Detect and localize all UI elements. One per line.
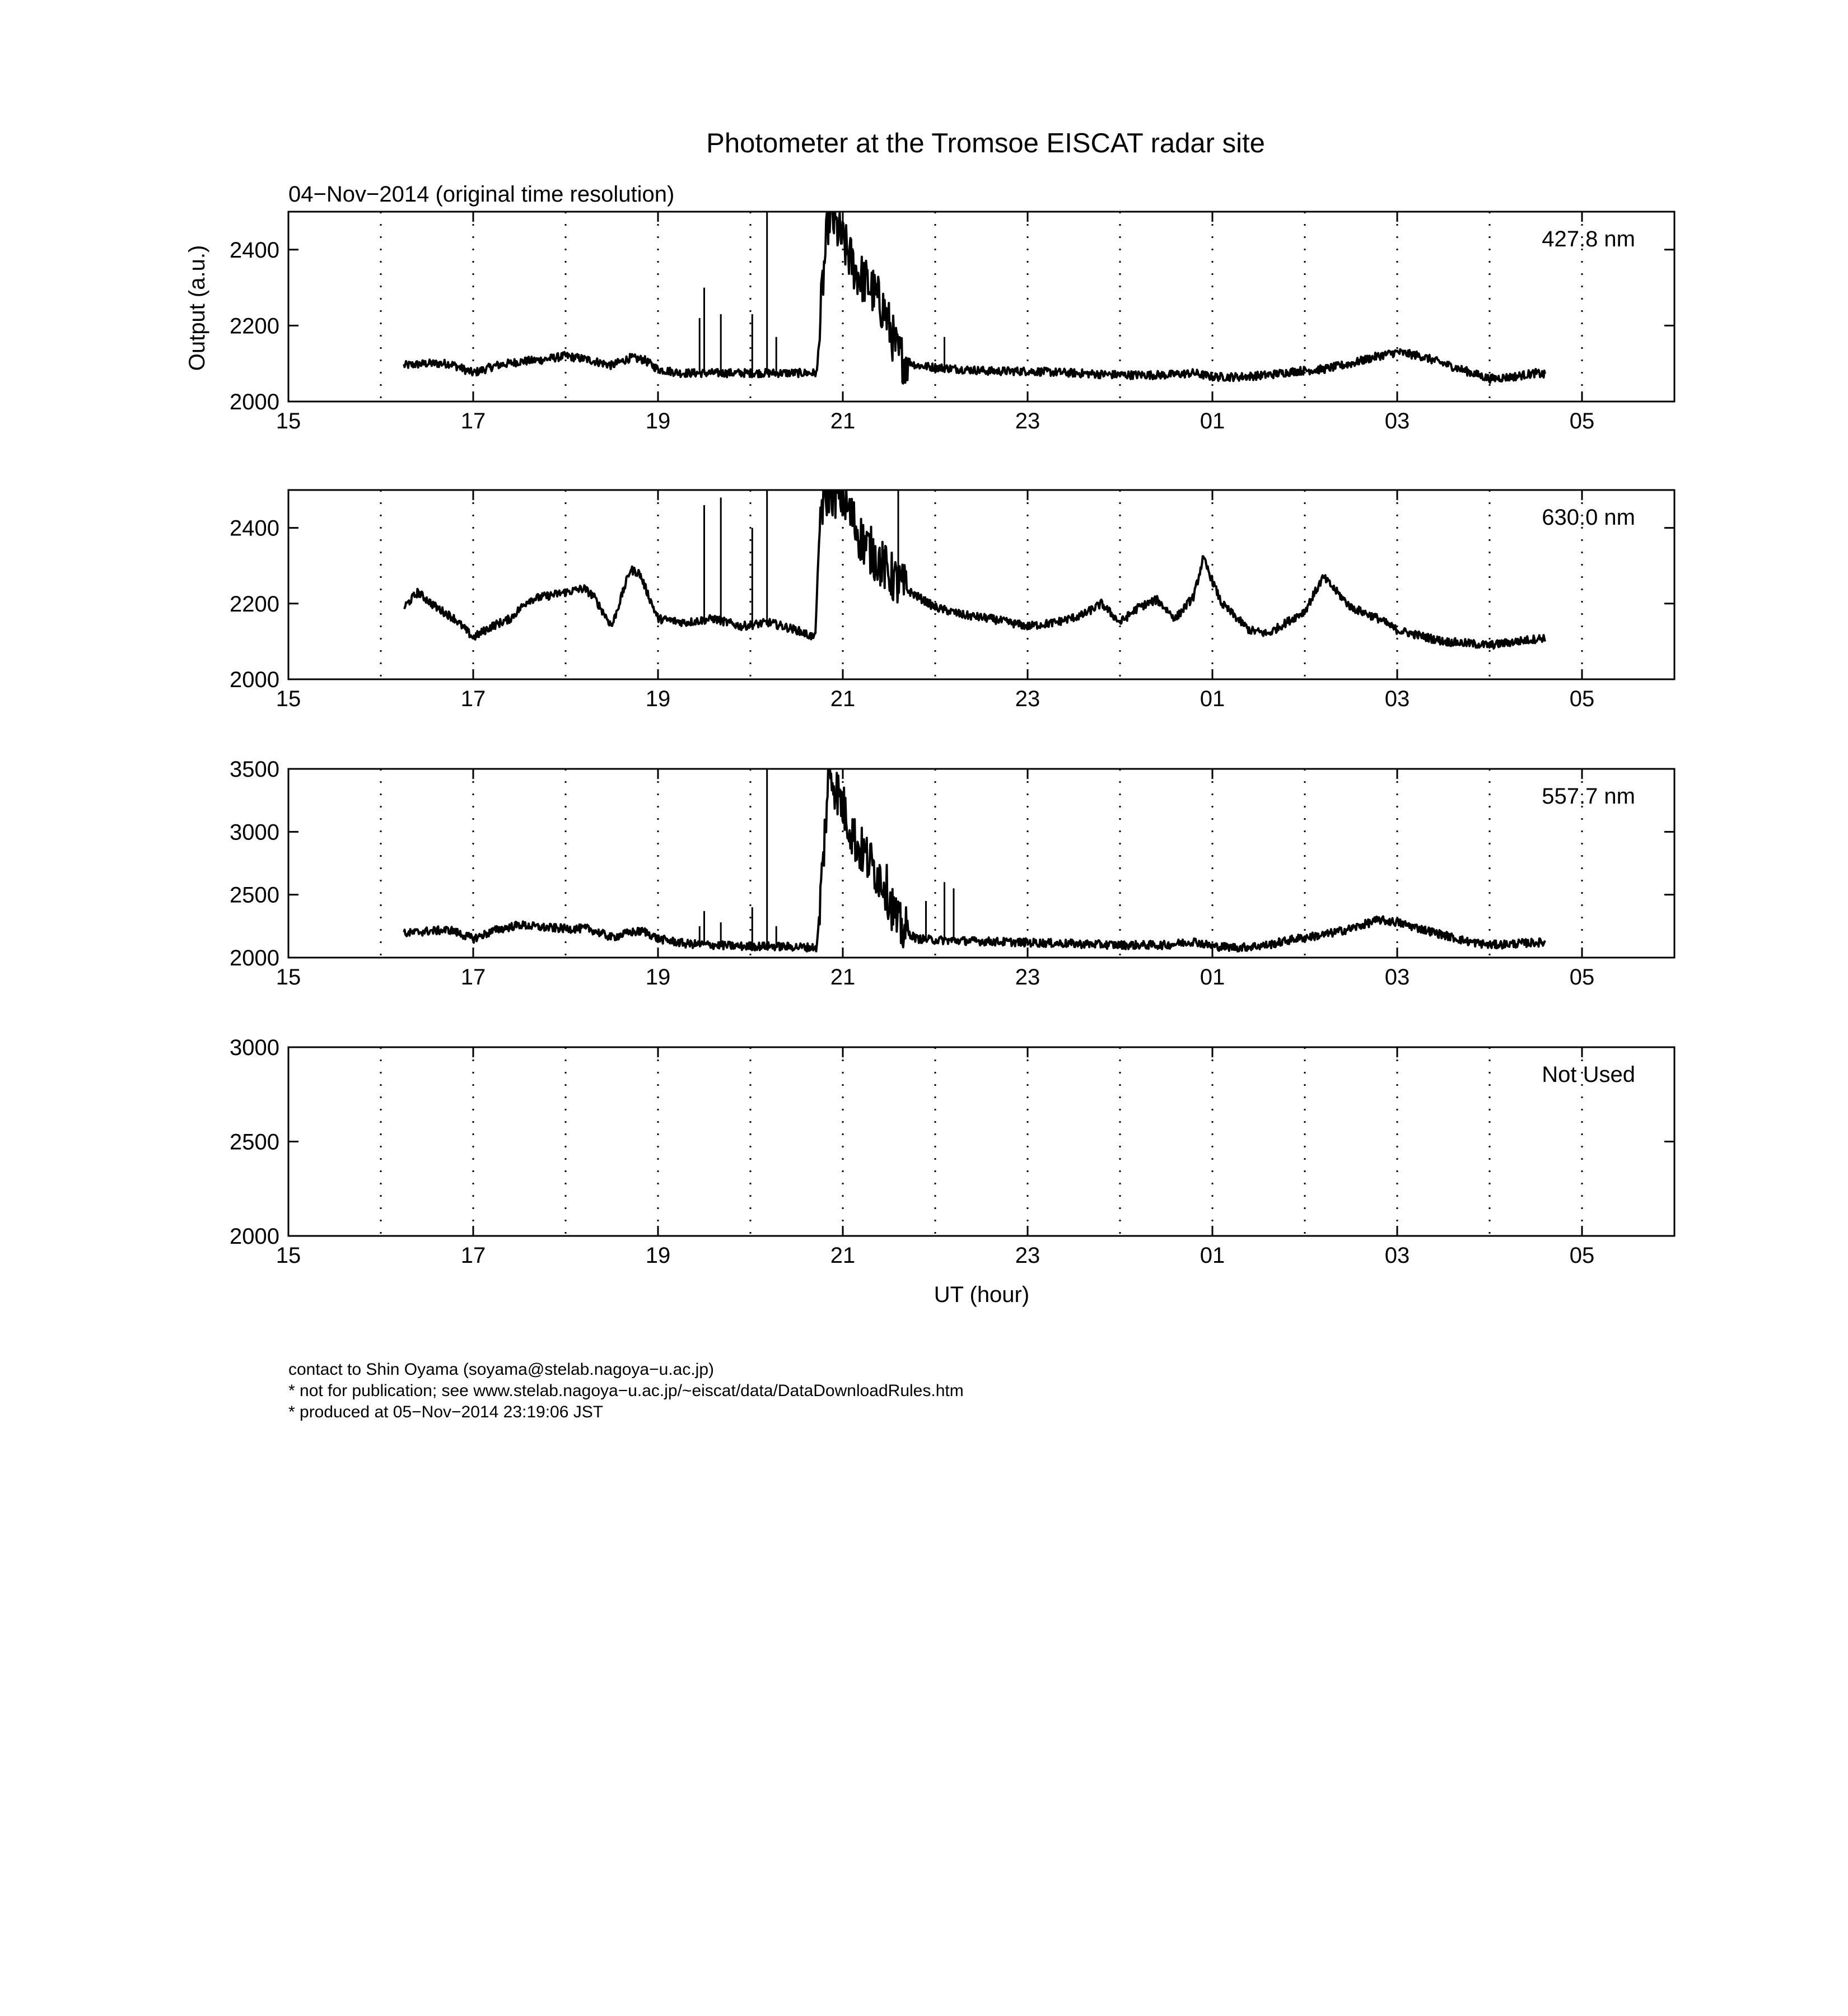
y-tick-label: 2400	[230, 237, 279, 263]
y-tick-label: 2500	[230, 883, 279, 908]
x-tick-label: 21	[830, 1243, 856, 1268]
x-tick-label: 03	[1384, 965, 1410, 990]
x-tick-label: 15	[276, 687, 301, 711]
x-tick-label: 23	[1015, 409, 1040, 433]
panel-wavelength-label: 630.0 nm	[1542, 505, 1635, 530]
footer-produced-timestamp: * produced at 05−Nov−2014 23:19:06 JST	[288, 1403, 604, 1421]
x-tick-label: 03	[1384, 409, 1410, 433]
y-tick-label: 2000	[230, 946, 279, 970]
x-tick-label: 17	[460, 965, 486, 990]
x-tick-label: 01	[1200, 409, 1225, 433]
figure-subtitle: 04−Nov−2014 (original time resolution)	[288, 182, 675, 207]
panel-wavelength-label: 427.8 nm	[1542, 227, 1635, 251]
y-tick-label: 2500	[230, 1130, 279, 1155]
x-tick-label: 17	[460, 1243, 486, 1268]
x-tick-label: 19	[645, 1243, 671, 1268]
y-tick-label: 2000	[230, 390, 279, 414]
x-tick-label: 15	[276, 1243, 301, 1268]
x-tick-label: 19	[645, 687, 671, 711]
x-tick-label: 05	[1569, 409, 1595, 433]
y-tick-label: 2400	[230, 516, 279, 541]
x-tick-label: 21	[830, 409, 856, 433]
x-tick-label: 01	[1200, 965, 1225, 990]
x-tick-label: 23	[1015, 687, 1040, 711]
y-tick-label: 3000	[230, 1035, 279, 1060]
x-tick-label: 15	[276, 965, 301, 990]
footer-contact: contact to Shin Oyama (soyama@stelab.nagoya−u.ac.jp)	[288, 1360, 715, 1379]
x-tick-label: 05	[1569, 1243, 1595, 1268]
panel-wavelength-label: 557.7 nm	[1542, 784, 1635, 809]
panel-wavelength-label: Not Used	[1542, 1062, 1635, 1087]
x-tick-label: 15	[276, 409, 301, 433]
x-tick-label: 05	[1569, 687, 1595, 711]
y-tick-label: 3000	[230, 820, 279, 845]
x-tick-label: 01	[1200, 1243, 1225, 1268]
y-tick-label: 2200	[230, 314, 279, 339]
footer-publication-notice: * not for publication; see www.stelab.nagoya−u.ac.jp/~eiscat/data/DataDownloadRules.htm	[288, 1382, 964, 1400]
y-tick-label: 2200	[230, 591, 279, 617]
figure-title: Photometer at the Tromsoe EISCAT radar site	[706, 128, 1265, 158]
x-tick-label: 21	[830, 687, 856, 711]
x-tick-label: 17	[460, 687, 486, 711]
x-tick-label: 19	[645, 409, 671, 433]
x-tick-label: 21	[830, 965, 856, 990]
y-tick-label: 2000	[230, 1224, 279, 1249]
x-tick-label: 01	[1200, 687, 1225, 711]
x-tick-label: 23	[1015, 965, 1040, 990]
x-tick-label: 03	[1384, 687, 1410, 711]
y-tick-label: 2000	[230, 668, 279, 692]
x-tick-label: 05	[1569, 965, 1595, 990]
x-axis-label: UT (hour)	[934, 1282, 1030, 1307]
x-tick-label: 03	[1384, 1243, 1410, 1268]
y-tick-label: 3500	[230, 757, 279, 782]
y-axis-label: Output (a.u.)	[185, 245, 209, 371]
x-tick-label: 19	[645, 965, 671, 990]
x-tick-label: 17	[460, 409, 486, 433]
x-tick-label: 23	[1015, 1243, 1040, 1268]
